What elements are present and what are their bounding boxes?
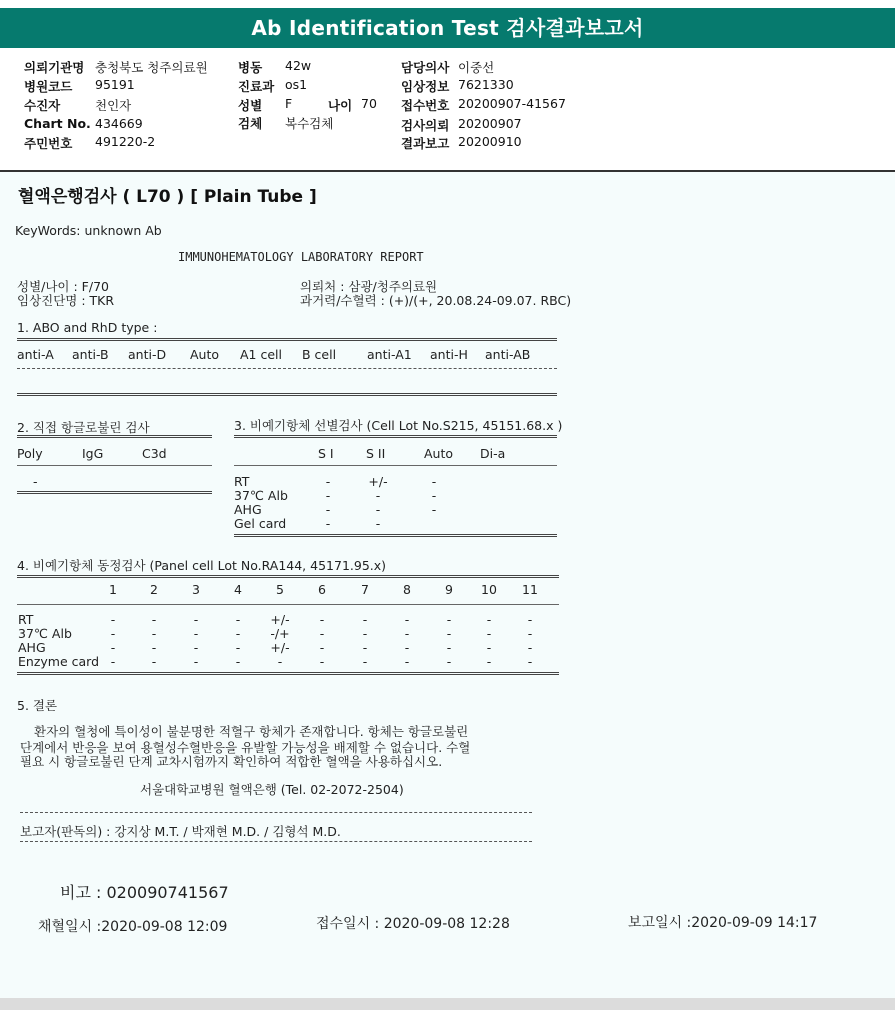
- transfusion-history: 과거력/수혈력 : (+)/(+, 20.08.24-09.07. RBC): [300, 293, 572, 308]
- panel-row-label: Enzyme card: [18, 654, 100, 669]
- panel-cell: -: [486, 654, 492, 669]
- screen-cell: -: [375, 488, 381, 503]
- sex-age: 성별/나이 : F/70: [17, 279, 109, 294]
- divider: [17, 672, 559, 675]
- screen-title: 3. 비예기항체 선별검사 (Cell Lot No.S215, 45151.68.x ): [234, 418, 563, 433]
- panel-cell: -: [486, 612, 492, 627]
- info-label: 담당의사: [401, 60, 450, 75]
- divider: [20, 841, 532, 842]
- info-value: 42w: [285, 58, 312, 73]
- divider: [17, 368, 557, 369]
- info-value: 7621330: [458, 77, 514, 92]
- panel-header: 4: [234, 582, 242, 597]
- panel-cell: -: [151, 626, 157, 641]
- divider: [234, 534, 557, 537]
- panel-cell: -: [319, 612, 325, 627]
- panel-header: 3: [192, 582, 200, 597]
- info-value: F: [285, 96, 293, 111]
- requester: 의뢰처 : 삼광/청주의료원: [300, 279, 438, 294]
- screen-header: S II: [366, 446, 386, 461]
- panel-cell: -: [404, 626, 410, 641]
- abo-header: B cell: [302, 347, 337, 362]
- abo-header: anti-AB: [485, 347, 531, 362]
- abo-header: anti-A1: [367, 347, 412, 362]
- panel-cell: -: [277, 654, 283, 669]
- report-body: [0, 172, 895, 998]
- panel-cell: -: [446, 640, 452, 655]
- panel-cell: -: [362, 626, 368, 641]
- panel-cell: -: [151, 654, 157, 669]
- info-label: 성별: [238, 98, 263, 113]
- info-label: 의뢰기관명: [24, 60, 85, 75]
- conclusion-line: 환자의 혈청에 특이성이 불분명한 적혈구 항체가 존재합니다. 항체는 항글로불린: [34, 724, 469, 739]
- panel-cell: -: [404, 640, 410, 655]
- panel-cell: -: [319, 640, 325, 655]
- panel-header: 6: [318, 582, 326, 597]
- info-value: 이중선: [458, 60, 495, 75]
- info-label: 나이: [328, 98, 353, 113]
- info-label: 병원코드: [24, 79, 73, 94]
- panel-cell: -: [235, 654, 241, 669]
- abo-header: anti-H: [430, 347, 468, 362]
- panel-header: 2: [150, 582, 158, 597]
- panel-cell: -: [527, 612, 533, 627]
- divider: [17, 338, 557, 341]
- panel-cell: -: [151, 640, 157, 655]
- bottom-strip: [0, 998, 895, 1010]
- screen-row-label: RT: [234, 474, 250, 489]
- panel-cell: -: [110, 640, 116, 655]
- info-value: 20200907: [458, 116, 522, 131]
- divider: [234, 435, 557, 438]
- info-label: 병동: [238, 60, 263, 75]
- panel-cell: -: [446, 626, 452, 641]
- panel-cell: -: [362, 654, 368, 669]
- divider: [17, 575, 559, 578]
- info-label: 진료과: [238, 79, 275, 94]
- panel-row-label: AHG: [18, 640, 46, 655]
- section-title: 혈액은행검사 ( L70 ) [ Plain Tube ]: [18, 187, 317, 207]
- panel-cell: -: [527, 654, 533, 669]
- screen-header: Auto: [424, 446, 454, 461]
- screen-cell: -: [325, 502, 331, 517]
- panel-cell: -: [319, 654, 325, 669]
- info-label: 주민번호: [24, 136, 73, 151]
- screen-cell: -: [431, 474, 437, 489]
- reporter: 보고자(판독의) : 강지상 M.T. / 박재현 M.D. / 김형석 M.D.: [20, 824, 341, 839]
- panel-header: 7: [361, 582, 369, 597]
- dat-header: C3d: [142, 446, 167, 461]
- divider: [17, 491, 212, 494]
- info-value: 491220-2: [95, 134, 156, 149]
- patient-info-panel: [0, 52, 895, 172]
- panel-header: 11: [522, 582, 538, 597]
- collection-time: 채혈일시 :2020-09-08 12:09: [38, 919, 228, 935]
- screen-header: Di-a: [480, 446, 506, 461]
- screen-header: S I: [318, 446, 334, 461]
- screen-cell: -: [325, 488, 331, 503]
- panel-header: 5: [276, 582, 284, 597]
- panel-cell: -: [193, 612, 199, 627]
- divider: [20, 812, 532, 813]
- screen-cell: -: [431, 488, 437, 503]
- panel-row-label: 37℃ Alb: [18, 626, 72, 641]
- info-value: 충청북도 청주의료원: [95, 60, 208, 75]
- panel-cell: -: [404, 612, 410, 627]
- abo-header: anti-A: [17, 347, 54, 362]
- screen-row-label: Gel card: [234, 516, 287, 531]
- panel-cell: -: [446, 654, 452, 669]
- info-value: 20200907-41567: [458, 96, 566, 111]
- abo-title: 1. ABO and RhD type :: [17, 320, 158, 335]
- info-label: 임상정보: [401, 79, 450, 94]
- screen-cell: -: [325, 474, 331, 489]
- conclusion-title: 5. 결론: [17, 698, 58, 713]
- abo-header: anti-B: [72, 347, 109, 362]
- divider: [17, 435, 212, 438]
- panel-cell: -: [319, 626, 325, 641]
- panel-cell: -: [193, 626, 199, 641]
- panel-cell: -/+: [270, 626, 290, 641]
- info-value: 20200910: [458, 134, 522, 149]
- panel-cell: -: [362, 612, 368, 627]
- screen-cell: -: [375, 502, 381, 517]
- divider: [17, 604, 559, 605]
- divider: [234, 465, 557, 466]
- abo-header: anti-D: [128, 347, 167, 362]
- panel-cell: -: [235, 612, 241, 627]
- panel-header: 8: [403, 582, 411, 597]
- panel-cell: -: [486, 640, 492, 655]
- panel-cell: -: [193, 654, 199, 669]
- lab-contact: 서울대학교병원 혈액은행 (Tel. 02-2072-2504): [140, 782, 404, 797]
- info-value: 천인자: [95, 98, 132, 113]
- panel-cell: -: [235, 640, 241, 655]
- panel-cell: -: [110, 612, 116, 627]
- screen-cell: +/-: [368, 474, 388, 489]
- panel-header: 9: [445, 582, 453, 597]
- info-label: 수진자: [24, 98, 61, 113]
- panel-cell: -: [446, 612, 452, 627]
- divider: [17, 393, 557, 396]
- divider: [17, 465, 212, 466]
- panel-header: 1: [109, 582, 117, 597]
- panel-cell: +/-: [270, 640, 290, 655]
- panel-cell: -: [527, 640, 533, 655]
- panel-header: 10: [481, 582, 497, 597]
- remark: 비고 : 020090741567: [60, 883, 229, 902]
- report-title: Ab Identification Test 검사결과보고서: [251, 16, 644, 40]
- info-label: 검체: [238, 116, 263, 131]
- screen-cell: -: [431, 502, 437, 517]
- panel-cell: -: [362, 640, 368, 655]
- panel-cell: -: [527, 626, 533, 641]
- reported-time: 보고일시 :2020-09-09 14:17: [628, 915, 818, 931]
- dat-header: IgG: [82, 446, 104, 461]
- diagnosis: 임상진단명 : TKR: [17, 293, 115, 308]
- info-value: 복수검체: [285, 116, 334, 131]
- panel-cell: -: [110, 626, 116, 641]
- info-label: 검사의뢰: [401, 118, 450, 133]
- dat-title: 2. 직접 항글로불린 검사: [17, 420, 150, 435]
- screen-row-label: AHG: [234, 502, 262, 517]
- info-label: Chart No.: [24, 116, 91, 131]
- abo-header: A1 cell: [240, 347, 282, 362]
- info-label: 결과보고: [401, 136, 450, 151]
- info-value: 70: [361, 96, 377, 111]
- screen-cell: -: [375, 516, 381, 531]
- panel-cell: -: [235, 626, 241, 641]
- screen-cell: -: [325, 516, 331, 531]
- info-value: 434669: [95, 116, 143, 131]
- panel-cell: -: [151, 612, 157, 627]
- lab-report-title: IMMUNOHEMATOLOGY LABORATORY REPORT: [178, 250, 424, 264]
- conclusion-line: 단계에서 반응을 보여 용혈성수혈반응을 유발할 가능성을 배제할 수 없습니다. 수혈: [20, 740, 471, 755]
- report-title-bar: [0, 8, 895, 48]
- panel-title: 4. 비예기항체 동정검사 (Panel cell Lot No.RA144, 45171.95.x): [17, 558, 387, 573]
- info-value: os1: [285, 77, 308, 92]
- conclusion-line: 필요 시 항글로불린 단계 교차시험까지 확인하여 적합한 혈액을 사용하십시오.: [20, 754, 443, 769]
- info-label: 접수번호: [401, 98, 450, 113]
- panel-cell: -: [404, 654, 410, 669]
- received-time: 접수일시 : 2020-09-08 12:28: [316, 916, 510, 932]
- panel-cell: -: [486, 626, 492, 641]
- abo-header: Auto: [190, 347, 220, 362]
- panel-cell: -: [193, 640, 199, 655]
- screen-row-label: 37℃ Alb: [234, 488, 288, 503]
- info-value: 95191: [95, 77, 135, 92]
- keywords: KeyWords: unknown Ab: [15, 223, 162, 238]
- dat-header: Poly: [17, 446, 43, 461]
- panel-row-label: RT: [18, 612, 34, 627]
- panel-cell: -: [110, 654, 116, 669]
- panel-cell: +/-: [270, 612, 290, 627]
- dat-value: -: [33, 474, 38, 489]
